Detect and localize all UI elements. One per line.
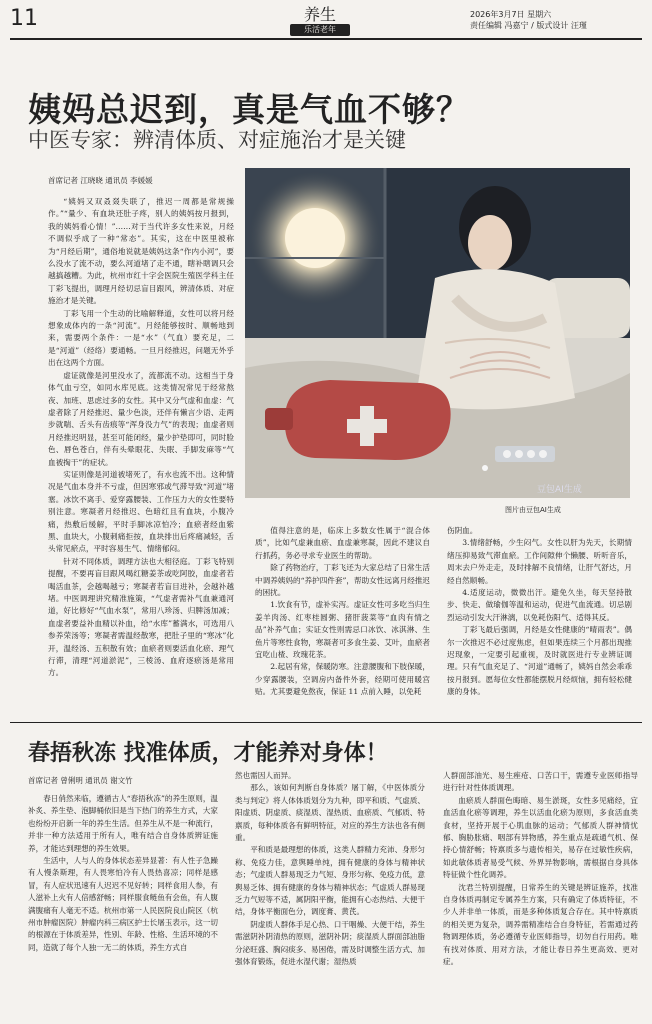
woman-face: [468, 215, 512, 271]
pill-icon: [482, 465, 488, 471]
paragraph: 平和质是最理想的体质，这类人群精力充沛、身形匀称、免疫力佳，意舆睡单纯，拥有健康的身体与精神状态；气虚质人群易现乏力气短、身形匀称、免疫力低，意舆易乏体、拥有健康的身体与精神状态；气虚质人群易现乏力气短等不适，属阴阳平衡，能拥有心态热结、大便干结，身体平衡面色分，调度膏、黄芪。: [235, 845, 425, 917]
paragraph: 沈君兰特别提醒，日常养生的关键是辨证施养，找准自身体质再制定专属养生方案，只有确定了体质特征，不少人并非单一体质，而是多种体质复合存在。其中特禀质的相关更为复杂，调养需精准结合自身特征，若需通过药物调理体质，务必遵循专业医师指导，切勿自行用药。唯有找对体质、用对方法，才能让春日养生更高效、更对症。: [443, 882, 638, 967]
paragraph: 1.饮食有节，虚补实泻。虚证女性可多吃当归生姜羊肉汤、红枣桂圆粥、猪肝菠菜等“血肉有情之品”补养气血；实证女性则需忌口冰饮、冰淇淋、生鱼片等寒性食物，寒凝者可多食生姜、艾叶，血瘀者宜吃山楂、玫瑰花茶。: [255, 600, 430, 660]
hot-water-bag-cap: [265, 408, 293, 430]
page-number: 11: [10, 6, 38, 31]
paragraph: 实证则像是河道被堵死了，有水也流不出。这种情况是气血本身并不亏虚，但因寒邪或气滞导致“河道”堵塞。冰饮不离手、爱穿露腰装、工作压力大的女性要特别注意。寒凝者月经推迟、色暗红且有血块，小腹冷痛，热敷后缓解，平时手脚冰凉怕冷；血瘀者经血紫黑、血块大，小腹刺痛拒按，血块排出后疼痛减轻，舌头常见瘀点，平时容易生气、情绪郁闷。: [48, 469, 234, 554]
article2-column-1: [28, 793, 218, 954]
article2-column-3: [443, 770, 638, 969]
article1-column-1: [48, 196, 234, 680]
dateline: [470, 9, 587, 31]
article-byline: 首席记者 江晓晓 通讯员 李媛媛: [48, 176, 153, 185]
paragraph: 那么，该如何判断自身体质？屠丁解，《中医体质分类与判定》将人体体质划分为九种，即平和质、气虚质、阳虚质、阴虚质、痰湿质、湿热质、血瘀质、气郁质、特禀质，每种体质各有鲜明特征，对应的养生方法也各有侧重。: [235, 783, 425, 843]
paragraph: “姨妈又双叒叕失联了，推迟一周都是常规操作。”“量少、有血块还肚子疼，别人的姨妈按月报到，我的姨妈看心情！”……对于当代许多女性来说，月经不调似乎成了一种“常态”。其实，这在中医里被称为“月经后期”，通俗地说就是姨妈这条“作内小河”，要么没水了流不动，要么河道堵了走不通，瞎补瞎调只会越搞越糟。为此，杭州市红十字会医院生殖医学科主任丁彩飞提出，调理月经切忌盲目跟风，辨清体质、对症施治才是关键。: [48, 197, 234, 306]
illustration-drawing: [245, 168, 630, 498]
issue-date: 2026年3月7日 星期六: [470, 10, 552, 19]
paragraph: 丁彩飞最后强调，月经是女性健康的“晴雨表”。偶尔一次推迟不必过度焦虑，但如果连续三个月都出现推迟现象，一定要引起重视，及时就医进行专业辨证调理。只有气血充足了、“河道”通畅了，姨妈自然会乖乖按月报到。愿每位女性都能摆脱月经烦恼，拥有轻松健康的身体。: [447, 625, 632, 697]
paragraph: 虚证就像是河里没水了，流都流不动。这相当于身体气血亏空，如同水库见底。这类情况常见于经常熬夜、加班、思虑过多的女性。其中又分气虚和血虚：气虚者除了月经推迟、量少色淡，还伴有懒言少语、走两步就喘、舌头有齿痕等“浑身没力气”的表现；血虚者则月经推迟明显，甚至可能闭经，量少护垫即可，同时脸色、唇色苍白，伴有头晕眼花、失眠、手脚发麻等“气血被掏干”的症状。: [48, 370, 234, 467]
paragraph: 血瘀质人群面色晦暗、易生淤斑，女性多见痛经，宜血活血化瘀等调理，养生以活血化瘀为原则，多食活血类食材，坚持开展于心肌血脉的运动；气郁质人群神情忧郁、胸胁胀痛、咽部有异物感，养生重点是疏通气机、保持心情舒畅；特禀质多与遗传相关，易存在过敏性疾病，如此敏体质者易受气候、外界异物影响，需根据自身具体特征做个性化调养。: [443, 795, 638, 880]
article2-headline: 春捂秋冻 找准体质，才能养对身体！: [28, 741, 388, 766]
paragraph: 除了药物治疗，丁彩飞还为大家总结了日常生活中调养姨妈的“养护四件套”，帮助女性远离月经推迟的困扰。: [255, 563, 430, 598]
article1-column-2: [255, 525, 430, 699]
paragraph: 阴虚质人群体手足心热、口干咽燥、大便干结，养生需滋阴补阴清热的原则，滋阴补阴；痰湿质人群面部油脂分泌旺盛、胸闷痰多、易困倦，需及时调整生活方式、加强体育锻炼，促进水湿代谢；湿热质: [235, 919, 425, 967]
ai-badge: 豆包AI生成: [537, 485, 582, 495]
paragraph: 丁彩飞用一个生动的比喻解释道，女性可以将月经想象成体内的一条“河流”。月经能够按时、顺畅地到来，需要两个条件：一是“水”（气血）要充足，二是“河道”（经络）要通畅。一旦月经推迟，问题无外乎出在这两个方面。: [48, 308, 234, 368]
article-headline: 姨妈总迟到，真是气血不够？: [28, 90, 470, 129]
article-illustration: [245, 168, 630, 498]
paragraph: 值得注意的是，临床上多数女性属于“混合体质”，比如气虚兼血瘀、血虚兼寒凝，因此不建议自行抓药，务必寻求专业医生的帮助。: [255, 526, 430, 560]
paragraph: 4.适度运动，微微出汗。避免久坐，每天坚持散步、快走、做瑜伽等温和运动，促进气血流通。切忌剧烈运动引发大汗淋漓，以免耗伤阳气、适得其反。: [447, 588, 632, 622]
paragraph: 3.情绪舒畅，少生闷气。女性以肝为先天，长期情绪压抑易致气滞血瘀。工作间隙伸个懒腰、听听音乐，周末去户外走走，及时排解不良情绪，让肝气舒达，月经自然顺畅。: [447, 538, 632, 585]
article-subhead: 中医专家：辨清体质、对症施治才是关键: [28, 128, 406, 152]
paragraph: 生活中，人与人的身体状态差异显著：有人性子急躁有人慢条斯理，有人畏寒怕冷有人畏热喜凉；同样是感冒，有人症状迅速有人迟迟不见好转；同样食用人参，有人滋补上火有人倍感舒畅；同样服食鲢鱼有会鱼，有人腹满腹痛有人毫无不适。杭州市第一人民医院良山院区（杭州市肿瘤医院）肿瘤内科三病区护士长屠玉表示，这一切的根源在于体质差异，性别、年龄、性格、生活环境的不同，造就了每个人独一无二的体质，养生方式自: [28, 856, 218, 952]
article1-column-3: [447, 525, 632, 699]
editor-credits: 责任编辑 冯嘉宁 / 版式设计 汪瑾: [470, 21, 587, 30]
paragraph: 2.起居有常，保暖防寒。注意腰腹和下肢保暖，少穿露腰装，空调房内备件外套，经期可使用暖宫贴。尤其要避免熬夜，保证 11 点前入睡，以免耗: [255, 662, 430, 697]
paragraph: 春日俏然来临，遵循古人“春捂秋冻”的养生原则，温补炙、养生垫、泡脚桶依旧是当下热门的养生方式，大家也纷纷开启新一年的养生生活。但养生从不是一种流行，并非一种方法适用于所有人，唯有结合自身体质辨证施养，才能达到理想的养生效果。: [28, 794, 219, 853]
section-subtitle: 乐活老年: [290, 24, 350, 36]
paragraph: 然也需因人而异。: [235, 771, 296, 780]
illustration-caption: 图片由豆包AI生成: [505, 506, 561, 514]
article2-column-2: [235, 770, 425, 969]
section-title: 养生: [303, 5, 336, 24]
article-divider: [10, 722, 642, 723]
masthead-rule: [10, 38, 642, 40]
paragraph: 人群面部油光、易生痤疮、口苦口干，需遵专业医师指导进行针对性体质调理。: [443, 771, 638, 793]
paragraph: 针对不同体质，调理方法也大相径庭。丁彩飞特别提醒，不要再盲目跟风喝红糖姜茶或吃阿胶，血虚者若喝活血茶，会越喝越亏；寒凝者若盲目进补，会越补越堵。中医调理讲究精准施策，“气虚者需补气血兼通河道，好比修好“气血水泵”，常用八珍汤、归脾汤加减；血虚者要益补血精以补血，给“水库”蓄满水，可选用八参养荣汤等；寒凝者需温经散寒，把肚子里的“寒冰”化开，温经汤、五积散有效；血瘀者则要活血化瘀、理气行滞，清理“河道淤泥”，三棱汤、血府逐瘀汤是常用方。: [48, 556, 234, 678]
article2-byline: 首席记者 曾俐明 通讯员 谢文竹: [28, 776, 133, 785]
paragraph: 伤阴血。: [447, 526, 478, 535]
